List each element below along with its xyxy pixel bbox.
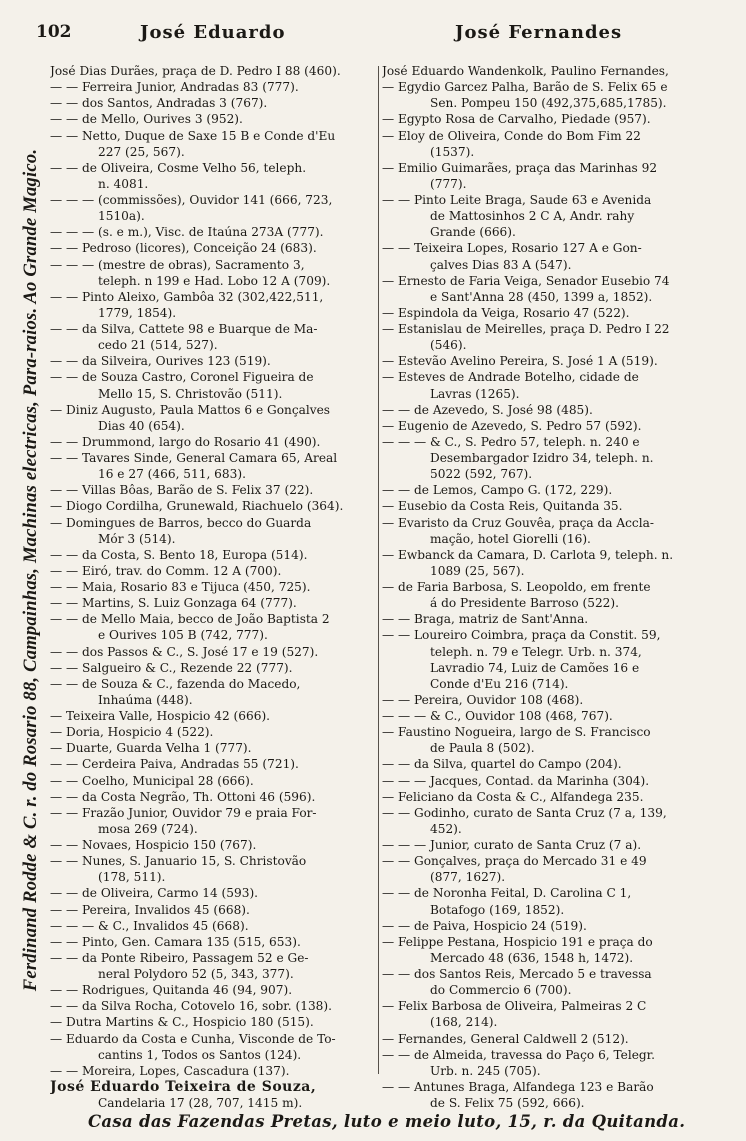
directory-entry-line: — Egydio Garcez Palha, Barão de S. Felix 65 e xyxy=(382,80,668,95)
directory-entry-line: — — da Costa Negrão, Th. Ottoni 46 (596). xyxy=(50,789,316,804)
directory-entry-line: Mercado 48 (636, 1548 h, 1472). xyxy=(430,950,634,965)
directory-entry-line: — — Teixeira Lopes, Rosario 127 A e Gon- xyxy=(382,241,642,256)
directory-entry-line: (1537). xyxy=(430,144,475,159)
directory-entry-line: cedo 21 (514, 527). xyxy=(98,338,218,353)
directory-entry-line: — — Frazão Junior, Ouvidor 79 e praia For- xyxy=(50,805,317,820)
running-header-left: José Eduardo xyxy=(140,22,286,43)
directory-entry-line: — — de Azevedo, S. José 98 (485). xyxy=(382,402,593,417)
directory-entry-line: — de Faria Barbosa, S. Leopoldo, em frente xyxy=(382,580,651,594)
directory-entry-line: — — Eiró, trav. do Comm. 12 A (700). xyxy=(50,563,282,578)
directory-entry-line: — — — Junior, curato de Santa Cruz (7 a). xyxy=(382,838,642,852)
directory-entry-line: — — da Silva Rocha, Cotovelo 16, sobr. (138). xyxy=(50,999,332,1014)
directory-entry-line: Conde d'Eu 216 (714). xyxy=(430,676,569,691)
directory-entry-line: — Evaristo da Cruz Gouvêa, praça da Accla- xyxy=(382,515,654,530)
directory-entry-line: 1089 (25, 567). xyxy=(430,563,525,578)
directory-entry-line: — — Novaes, Hospicio 150 (767). xyxy=(50,838,257,852)
directory-entry-line: — — de Noronha Feital, D. Carolina C 1, xyxy=(382,886,632,901)
directory-entry-line: Urb. n. 245 (705). xyxy=(430,1063,541,1078)
directory-entry-line: — Fernandes, General Caldwell 2 (512). xyxy=(382,1031,629,1046)
vertical-advertisement-text: Ferdinand Rodde & C. r. do Rosario 88, Campainhas, Machinas electricas, Para-raios. Ao Grande Magico. xyxy=(20,148,41,992)
running-header-right: José Fernandes xyxy=(455,22,623,43)
directory-entry-line: — Ernesto de Faria Veiga, Senador Eusebio 74 xyxy=(382,273,670,288)
directory-entry-line: — Eusebio da Costa Reis, Quitanda 35. xyxy=(382,499,623,514)
directory-entry-line: — — de Mello Maia, becco de João Baptista 2 xyxy=(50,612,330,627)
directory-entry-line: — — Netto, Duque de Saxe 15 B e Conde d'Eu xyxy=(50,128,336,143)
directory-entry-line: — — Rodrigues, Quitanda 46 (94, 907). xyxy=(50,983,293,998)
directory-entry-line: — — da Costa, S. Bento 18, Europa (514). xyxy=(50,547,308,562)
directory-entry-line: — — Coelho, Municipal 28 (666). xyxy=(50,773,254,788)
directory-entry-line: 227 (25, 567). xyxy=(98,144,185,159)
directory-entry-line: — — — & C., Ouvidor 108 (468, 767). xyxy=(382,709,613,723)
directory-entry-line: Lavradio 74, Luiz de Camões 16 e xyxy=(430,660,640,675)
directory-entry-line: — Espindola da Veiga, Rosario 47 (522). xyxy=(382,305,630,320)
directory-entry-line: Mello 15, S. Christovão (511). xyxy=(98,386,283,401)
directory-entry-line: — — — (mestre de obras), Sacramento 3, xyxy=(50,257,305,272)
left-column xyxy=(50,63,376,1111)
directory-entry-line: — Felippe Pestana, Hospicio 191 e praça do xyxy=(382,934,653,949)
directory-entry-line: do Commercio 6 (700). xyxy=(430,983,572,998)
directory-entry-line: — Dutra Martins & C., Hospicio 180 (515). xyxy=(50,1015,314,1030)
directory-entry-line: teleph. n. 79 e Telegr. Urb. n. 374, xyxy=(430,644,642,659)
directory-entry-line: — Eugenio de Azevedo, S. Pedro 57 (592). xyxy=(382,418,642,433)
directory-entry-line: — — de Mello, Ourives 3 (952). xyxy=(50,112,243,127)
directory-entry-line: — Feliciano da Costa & C., Alfandega 235. xyxy=(382,789,644,804)
directory-entry-line: n. 4081. xyxy=(98,176,149,191)
directory-entry-line: Mór 3 (514). xyxy=(98,531,176,546)
directory-entry-line: neral Polydoro 52 (5, 343, 377). xyxy=(98,967,294,981)
directory-entry-line: — — — & C., Invalidos 45 (668). xyxy=(50,918,249,933)
directory-entry-line: de Paula 8 (502). xyxy=(430,741,535,756)
directory-entry-line: — — dos Santos, Andradas 3 (767). xyxy=(50,96,268,111)
directory-entry-line: — — Martins, S. Luiz Gonzaga 64 (777). xyxy=(50,596,297,611)
directory-entry-line: Sen. Pompeu 150 (492,375,685,1785). xyxy=(430,96,667,111)
directory-entry-line: Botafogo (169, 1852). xyxy=(430,902,565,917)
directory-entry-line: (168, 214). xyxy=(430,1015,498,1030)
directory-entry-line: — — Antunes Braga, Alfandega 123 e Barão xyxy=(382,1079,654,1094)
directory-entry-line: — — de Paiva, Hospicio 24 (519). xyxy=(382,918,587,933)
directory-entry-line: — — de Oliveira, Cosme Velho 56, teleph. xyxy=(50,160,307,175)
directory-entry-line: de Mattosinhos 2 C A, Andr. rahy xyxy=(430,209,635,224)
directory-entry-line: — — — & C., S. Pedro 57, teleph. n. 240 e xyxy=(382,434,640,449)
directory-entry-line: — — Godinho, curato de Santa Cruz (7 a, 139, xyxy=(382,805,667,820)
directory-entry-line: — Teixeira Valle, Hospicio 42 (666). xyxy=(50,709,271,723)
directory-entry-line: — — de Almeida, travessa do Paço 6, Telegr. xyxy=(382,1047,656,1062)
page-number: 102 xyxy=(36,22,72,42)
directory-entry-line: — Eduardo da Costa e Cunha, Visconde de To- xyxy=(50,1031,336,1046)
directory-entry-line: — — de Souza & C., fazenda do Macedo, xyxy=(50,676,301,691)
directory-entry-line: — — da Ponte Ribeiro, Passagem 52 e Ge- xyxy=(50,950,309,965)
directory-entry-line: — — de Oliveira, Carmo 14 (593). xyxy=(50,886,259,901)
directory-entry-line: — — da Silva, quartel do Campo (204). xyxy=(382,757,622,772)
directory-entry-line: — — Ferreira Junior, Andradas 83 (777). xyxy=(50,80,299,95)
directory-entry-line: (546). xyxy=(430,338,467,353)
directory-entry-line: — Diogo Cordilha, Grunewald, Riachuelo (364). xyxy=(50,499,344,514)
directory-entry-line: — — da Silva, Cattete 98 e Buarque de Ma- xyxy=(50,322,318,336)
directory-entry-line: (777). xyxy=(430,176,467,191)
featured-entry-address: Candelaria 17 (28, 707, 1415 m). xyxy=(98,1095,303,1110)
directory-entry-line: — — Gonçalves, praça do Mercado 31 e 49 xyxy=(382,854,647,869)
directory-entry-line: — — Pereira, Invalidos 45 (668). xyxy=(50,902,250,917)
directory-entry-line: — — Pinto, Gen. Camara 135 (515, 653). xyxy=(50,934,301,949)
directory-entry-line: — Doria, Hospicio 4 (522). xyxy=(50,725,214,740)
featured-entry-name: José Eduardo Teixeira de Souza, xyxy=(50,1078,317,1095)
directory-entry-line: — Esteves de Andrade Botelho, cidade de xyxy=(382,370,639,385)
directory-entry-line: — — Pinto Leite Braga, Saude 63 e Avenida xyxy=(382,193,652,207)
directory-entry-line: — Duarte, Guarda Velha 1 (777). xyxy=(50,741,252,756)
directory-entry-line: 5022 (592, 767). xyxy=(430,467,533,482)
directory-entry-line: — Ewbanck da Camara, D. Carlota 9, teleph. n. xyxy=(382,547,674,562)
directory-entry-line: — — Moreira, Lopes, Cascadura (137). xyxy=(50,1063,290,1078)
directory-entry-line: e Ourives 105 B (742, 777). xyxy=(98,628,268,643)
directory-entry-line: cantins 1, Todos os Santos (124). xyxy=(98,1047,302,1062)
directory-entry-line: — Felix Barbosa de Oliveira, Palmeiras 2 C xyxy=(382,999,647,1014)
directory-entry-line: — Domingues de Barros, becco do Guarda xyxy=(50,515,312,530)
directory-entry-line: — — Pinto Aleixo, Gambôa 32 (302,422,511, xyxy=(50,289,324,304)
column-divider xyxy=(378,66,379,1074)
right-column xyxy=(382,63,730,1111)
directory-entry-line: 452). xyxy=(430,821,462,836)
directory-entry-line: — — de Souza Castro, Coronel Figueira de xyxy=(50,370,314,385)
directory-entry-line: — — Nunes, S. Januario 15, S. Christovão xyxy=(50,854,307,869)
vertical-advertisement-band xyxy=(18,70,44,1070)
directory-entry-line: Grande (666). xyxy=(430,225,516,240)
directory-entry-line: — Eloy de Oliveira, Conde do Bom Fim 22 xyxy=(382,128,641,143)
directory-entry-line: — — Pedroso (licores), Conceição 24 (683). xyxy=(50,241,317,256)
directory-entry-line: — — Loureiro Coimbra, praça da Constit. 59, xyxy=(382,628,661,643)
directory-entry-line: — — de Lemos, Campo G. (172, 229). xyxy=(382,483,613,498)
directory-entry-line: — — Maia, Rosario 83 e Tijuca (450, 725). xyxy=(50,580,311,594)
directory-entry-line: — — Braga, matriz de Sant'Anna. xyxy=(382,612,589,627)
directory-entry-line: 16 e 27 (466, 511, 683). xyxy=(98,467,246,482)
directory-entry-line: teleph. n 199 e Had. Lobo 12 A (709). xyxy=(98,273,331,288)
directory-entry-line: — Estanislau de Meirelles, praça D. Pedro I 22 xyxy=(382,322,670,336)
directory-entry-line: de S. Felix 75 (592, 666). xyxy=(430,1096,585,1110)
directory-entry-line: 1510a). xyxy=(98,209,145,224)
directory-entry-line: Dias 40 (654). xyxy=(98,418,185,433)
directory-entry-line: — Estevão Avelino Pereira, S. José 1 A (519). xyxy=(382,354,658,369)
directory-entry-line: José Eduardo Wandenkolk, Paulino Fernandes, xyxy=(382,64,669,78)
directory-entry-line: — Egypto Rosa de Carvalho, Piedade (957). xyxy=(382,112,651,127)
directory-entry-line: — Faustino Nogueira, largo de S. Francisco xyxy=(382,725,651,740)
directory-entry-line: (877, 1627). xyxy=(430,870,506,885)
directory-entry-line: José Dias Durães, praça de D. Pedro I 88 (460). xyxy=(50,64,341,78)
directory-entry-line: — — Drummond, largo do Rosario 41 (490). xyxy=(50,434,321,449)
directory-entry-line: — — — (commissões), Ouvidor 141 (666, 723, xyxy=(50,193,333,207)
directory-entry-line: — — Pereira, Ouvidor 108 (468). xyxy=(382,692,584,707)
directory-entry-line: — — — (s. e m.), Visc. de Itaúna 273A (777). xyxy=(50,225,324,240)
directory-entry-line: Inhaúma (448). xyxy=(98,692,193,707)
directory-entry-line: — — dos Santos Reis, Mercado 5 e travessa xyxy=(382,967,652,981)
directory-entry-line: — Emilio Guimarães, praça das Marinhas 92 xyxy=(382,160,658,175)
directory-entry-line: Desembargador Izidro 34, teleph. n. xyxy=(430,451,654,465)
directory-entry-line: Lavras (1265). xyxy=(430,386,520,401)
directory-entry-line: 1779, 1854). xyxy=(98,305,177,320)
directory-entry-line: — — Cerdeira Paiva, Andradas 55 (721). xyxy=(50,757,299,772)
directory-entry-line: çalves Dias 83 A (547). xyxy=(430,257,572,272)
directory-entry-line: — — Salgueiro & C., Rezende 22 (777). xyxy=(50,660,293,675)
directory-entry-line: á do Presidente Barroso (522). xyxy=(430,596,619,611)
directory-entry-line: (178, 511). xyxy=(98,870,166,885)
directory-entry-line: — — Tavares Sinde, General Camara 65, Areal xyxy=(50,451,338,465)
directory-entry-line: — Diniz Augusto, Paula Mattos 6 e Gonçalves xyxy=(50,402,331,417)
directory-entry-line: — — dos Passos & C., S. José 17 e 19 (527). xyxy=(50,644,319,659)
directory-entry-line: mação, hotel Giorelli (16). xyxy=(430,531,591,546)
directory-entry-line: e Sant'Anna 28 (450, 1399 a, 1852). xyxy=(430,289,653,304)
directory-entry-line: — — da Silveira, Ourives 123 (519). xyxy=(50,354,271,369)
directory-entry-line: — — — Jacques, Contad. da Marinha (304). xyxy=(382,773,650,788)
directory-entry-line: mosa 269 (724). xyxy=(98,821,198,836)
footer-advertisement: Casa das Fazendas Pretas, luto e meio luto, 15, r. da Quitanda. xyxy=(88,1112,686,1131)
directory-entry-line: — — Villas Bôas, Barão de S. Felix 37 (22). xyxy=(50,483,314,498)
